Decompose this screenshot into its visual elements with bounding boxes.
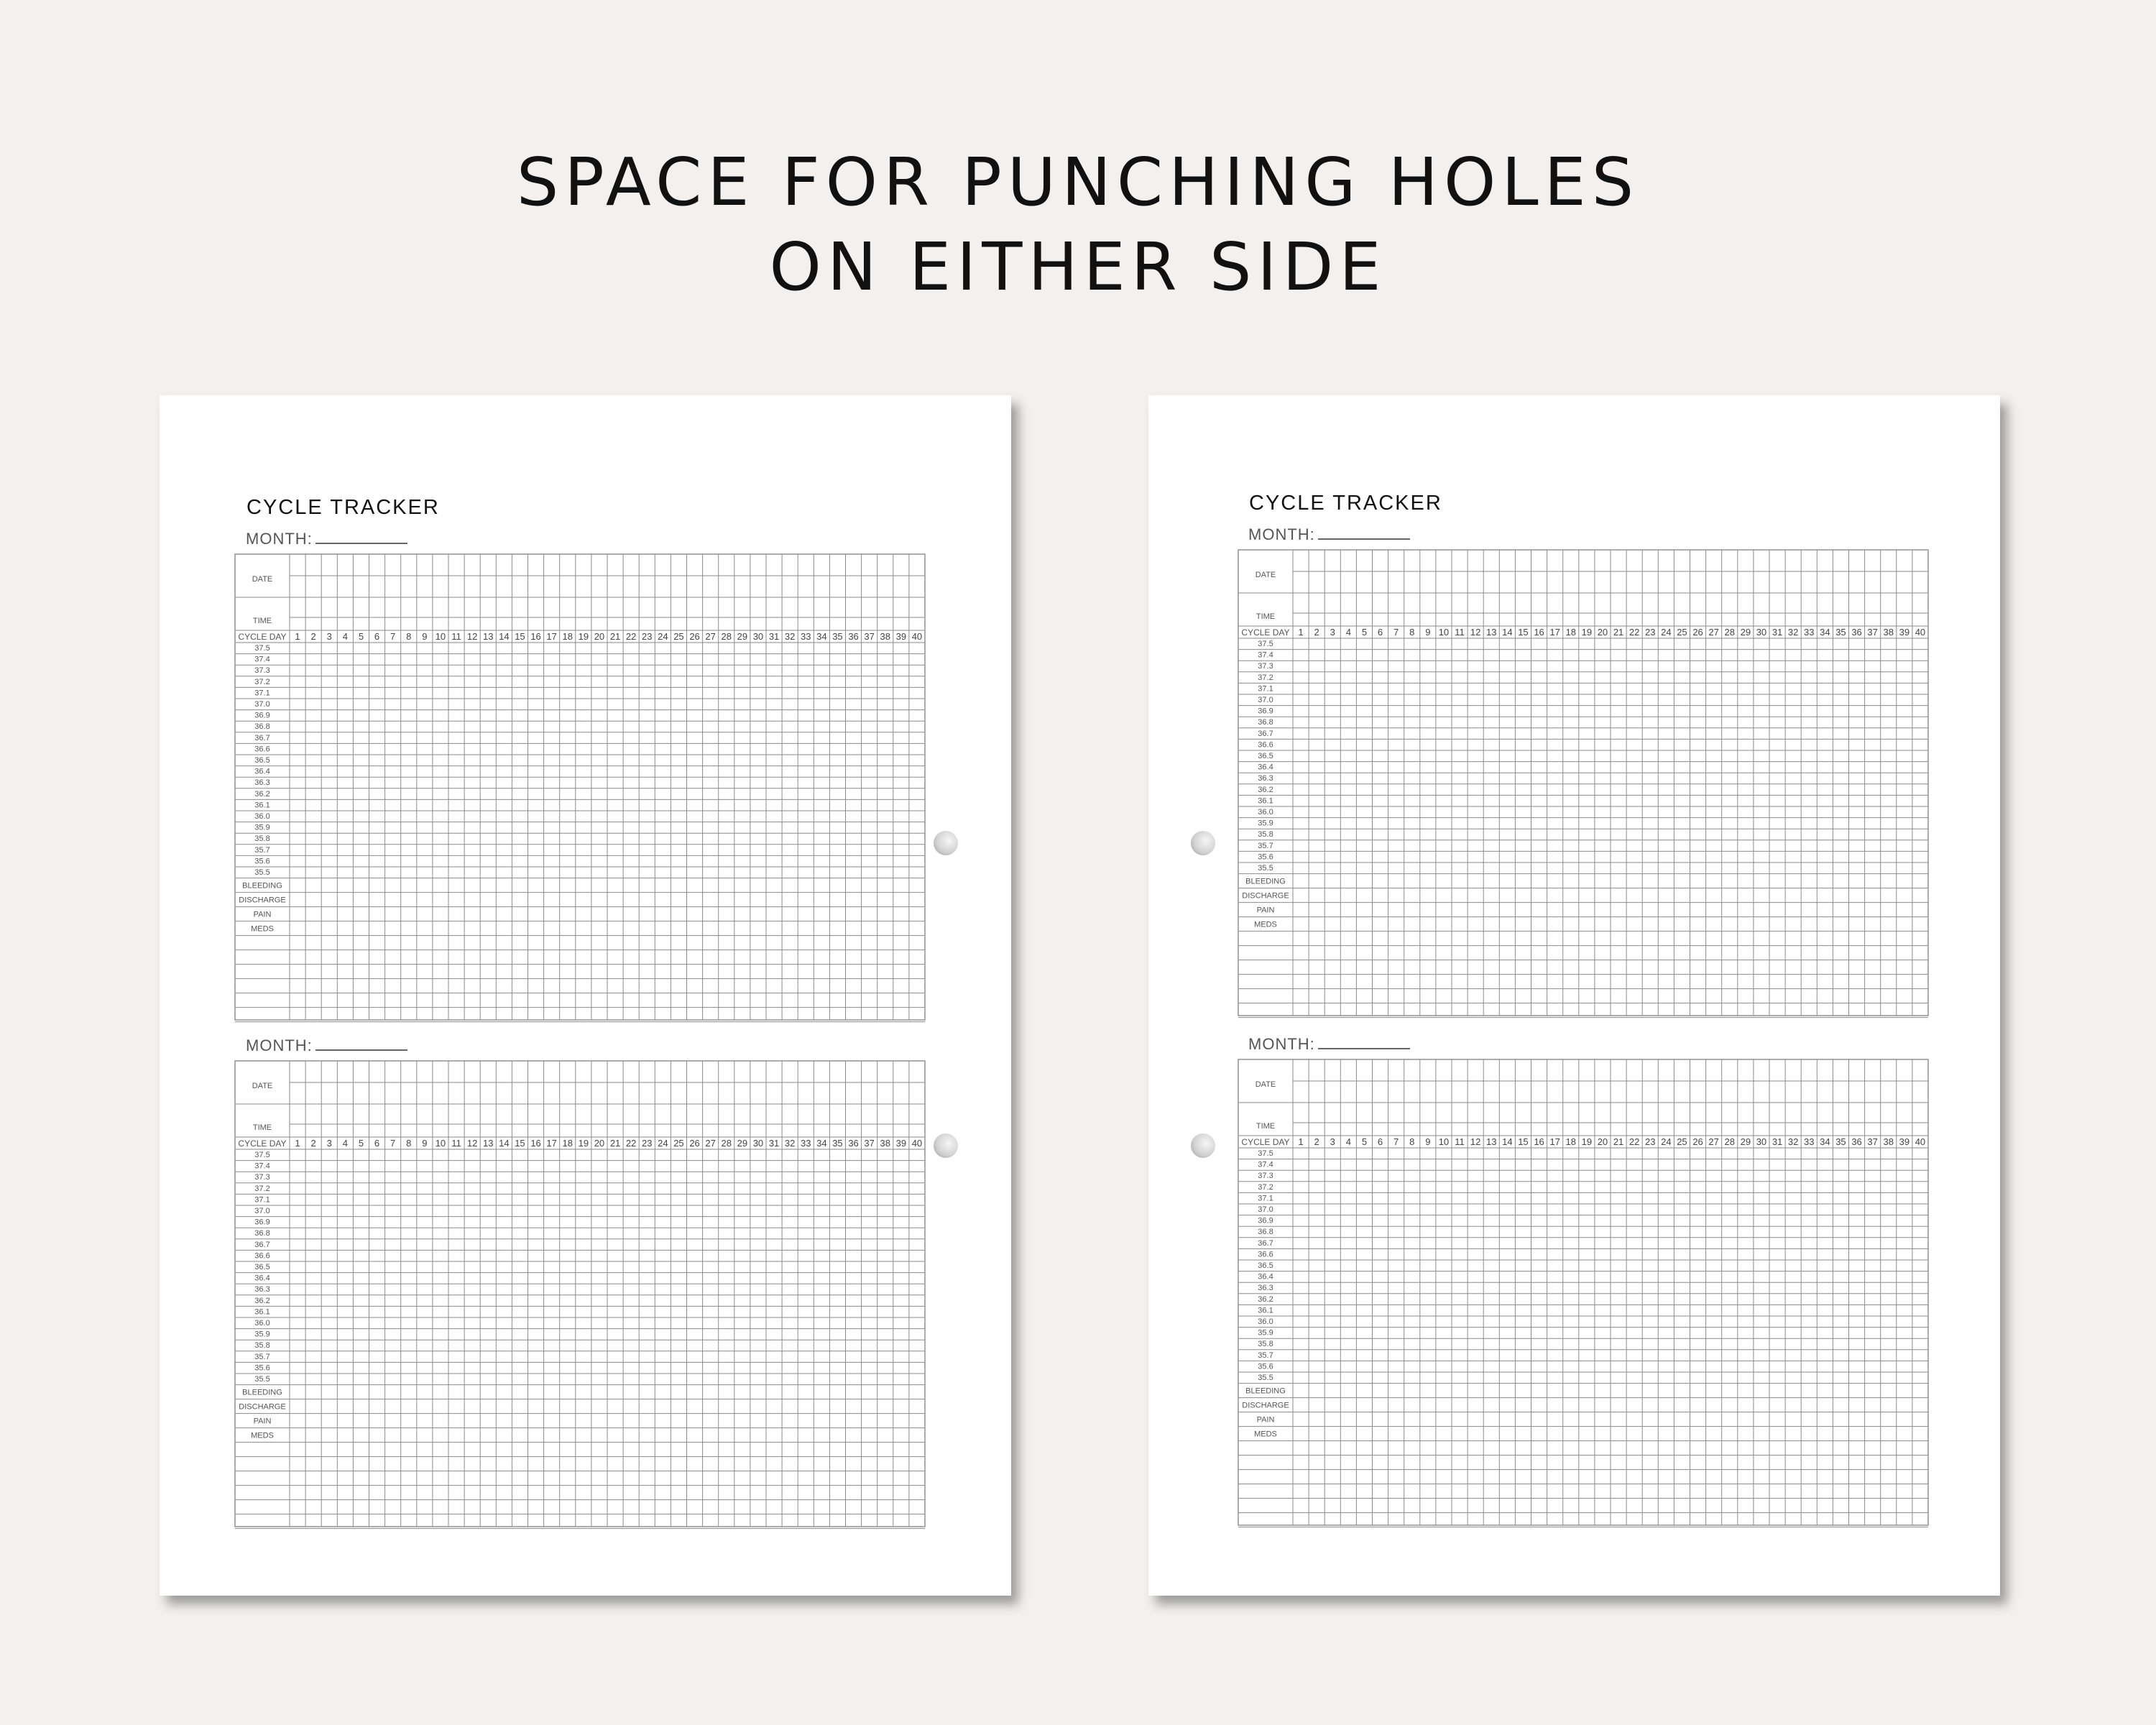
cycle-day-number: 11 [1455, 1136, 1465, 1147]
cycle-day-number: 21 [1613, 627, 1624, 638]
temperature-label: 35.9 [1258, 1328, 1273, 1338]
cycle-day-number: 37 [864, 631, 875, 642]
temperature-label: 37.5 [1258, 1149, 1273, 1158]
temperature-label: 36.2 [1258, 1294, 1273, 1304]
cycle-day-number: 38 [880, 1138, 890, 1149]
cycle-day-number: 26 [689, 631, 700, 642]
temperature-label: 35.5 [1258, 1374, 1273, 1382]
cycle-day-number: 37 [1867, 627, 1878, 638]
temperature-label: 37.4 [254, 1162, 270, 1171]
temperature-label: 35.9 [254, 823, 270, 832]
punch-hole-bottom [934, 1133, 958, 1158]
temperature-label: 36.2 [254, 1296, 270, 1305]
month-label: MONTH: [246, 1036, 313, 1054]
temperature-label: 37.3 [254, 666, 270, 676]
cycle-day-number: 5 [1361, 1136, 1368, 1147]
cycle-day-number: 23 [642, 1138, 653, 1149]
temperature-label: 37.3 [1258, 1172, 1273, 1181]
cycle-day-number: 5 [1361, 627, 1368, 638]
temperature-label: 35.5 [254, 868, 270, 877]
cycle-day-number: 2 [310, 631, 316, 642]
temperature-label: 36.7 [254, 733, 270, 742]
cycle-day-number: 27 [1708, 1136, 1719, 1147]
cycle-day-number: 23 [642, 631, 653, 642]
symptom-label: DISCHARGE [1242, 891, 1289, 901]
temperature-label: 36.5 [1258, 752, 1273, 760]
temperature-label: 35.9 [1258, 819, 1273, 828]
symptom-label: DISCHARGE [239, 896, 286, 905]
cycle-day-number: 30 [1756, 1136, 1767, 1147]
temperature-label: 36.3 [254, 1285, 270, 1294]
temperature-label: 36.1 [254, 1307, 270, 1317]
cycle-day-number: 26 [689, 1138, 700, 1149]
cycle-day-label: CYCLE DAY [238, 1138, 287, 1149]
date-label: DATE [252, 575, 273, 584]
cycle-day-number: 24 [1661, 627, 1672, 638]
punch-hole-bottom [1191, 1133, 1215, 1158]
headline-line-2: ON EITHER SIDE [769, 229, 1387, 305]
cycle-day-number: 39 [895, 1138, 907, 1149]
cycle-day-number: 18 [562, 631, 573, 642]
cycle-day-number: 29 [1740, 1136, 1751, 1147]
temperature-label: 36.7 [254, 1240, 270, 1249]
cycle-day-number: 23 [1645, 627, 1656, 638]
cycle-day-number: 28 [721, 631, 732, 642]
temperature-label: 36.8 [1258, 718, 1273, 727]
tracker-grid [1238, 1059, 1929, 1530]
cycle-day-number: 1 [1298, 1136, 1304, 1147]
temperature-label: 37.0 [254, 700, 270, 709]
cycle-day-number: 5 [358, 1138, 364, 1149]
cycle-day-number: 22 [625, 1138, 637, 1149]
cycle-day-number: 12 [1470, 627, 1481, 638]
cycle-day-number: 9 [422, 631, 428, 642]
cycle-day-number: 24 [1661, 1136, 1672, 1147]
cycle-day-number: 25 [673, 1138, 684, 1149]
cycle-day-number: 20 [594, 631, 605, 642]
cycle-day-number: 12 [466, 631, 478, 642]
cycle-day-number: 27 [1708, 627, 1719, 638]
cycle-day-number: 7 [390, 631, 396, 642]
cycle-day-number: 10 [435, 1138, 446, 1149]
cycle-day-number: 9 [422, 1138, 428, 1149]
cycle-day-number: 14 [499, 631, 510, 642]
temperature-label: 36.8 [254, 722, 270, 732]
cycle-day-number: 3 [326, 1138, 332, 1149]
cycle-day-number: 11 [451, 631, 461, 642]
cycle-day-number: 20 [1597, 1136, 1608, 1147]
cycle-day-number: 32 [1787, 627, 1799, 638]
temperature-label: 36.3 [254, 778, 270, 788]
cycle-day-number: 18 [562, 1138, 573, 1149]
cycle-day-number: 5 [358, 631, 364, 642]
cycle-day-number: 31 [768, 631, 780, 642]
cycle-day-number: 34 [816, 631, 827, 642]
cycle-day-number: 27 [705, 631, 716, 642]
cycle-day-label: CYCLE DAY [1241, 627, 1290, 638]
temperature-label: 37.1 [254, 1195, 270, 1205]
cycle-day-number: 1 [1298, 627, 1304, 638]
cycle-day-number: 2 [310, 1138, 316, 1149]
temperature-label: 35.5 [254, 1375, 270, 1384]
cycle-day-number: 13 [483, 631, 494, 642]
temperature-label: 37.2 [1258, 1182, 1273, 1192]
cycle-day-number: 22 [625, 631, 637, 642]
temperature-label: 36.9 [1258, 1216, 1273, 1225]
time-label: TIME [1256, 1122, 1276, 1131]
symptom-label: MEDS [251, 924, 274, 934]
cycle-day-number: 39 [1899, 1136, 1910, 1147]
cycle-day-number: 24 [658, 1138, 668, 1149]
temperature-label: 36.7 [1258, 1238, 1273, 1248]
temperature-label: 36.8 [254, 1229, 270, 1238]
planner-page-right [1148, 395, 2000, 1596]
temperature-label: 36.2 [1258, 785, 1273, 794]
cycle-day-number: 29 [737, 1138, 748, 1149]
cycle-day-number: 8 [1409, 627, 1415, 638]
cycle-day-number: 12 [466, 1138, 478, 1149]
tracker-title: CYCLE TRACKER [1249, 492, 1442, 515]
cycle-day-number: 11 [1455, 627, 1465, 638]
cycle-day-number: 4 [342, 1138, 348, 1149]
tracker-grid [234, 1060, 926, 1531]
temperature-label: 37.4 [254, 655, 270, 664]
cycle-day-number: 18 [1565, 627, 1576, 638]
month-label: MONTH: [1248, 1035, 1315, 1053]
month-field [246, 1036, 407, 1055]
cycle-day-number: 30 [1756, 627, 1767, 638]
cycle-day-number: 16 [1534, 627, 1544, 638]
cycle-day-number: 21 [1613, 1136, 1624, 1147]
cycle-day-number: 9 [1425, 627, 1431, 638]
punch-hole-top [934, 831, 958, 855]
temperature-label: 37.1 [254, 689, 270, 698]
cycle-day-number: 34 [816, 1138, 827, 1149]
cycle-day-number: 40 [1915, 1136, 1926, 1147]
tracker-title: CYCLE TRACKER [247, 496, 440, 519]
month-label: MONTH: [246, 530, 313, 548]
temperature-label: 36.6 [254, 1251, 270, 1261]
cycle-day-number: 37 [864, 1138, 875, 1149]
temperature-label: 36.6 [1258, 1250, 1273, 1259]
cycle-day-number: 12 [1470, 1136, 1481, 1147]
temperature-label: 36.1 [254, 801, 270, 810]
month-field [246, 530, 407, 548]
time-label: TIME [1256, 612, 1276, 621]
cycle-day-number: 8 [406, 631, 412, 642]
cycle-day-label: CYCLE DAY [238, 632, 287, 642]
cycle-day-number: 6 [374, 631, 380, 642]
cycle-day-number: 15 [1518, 1136, 1529, 1147]
cycle-day-number: 32 [784, 1138, 796, 1149]
cycle-day-number: 32 [784, 631, 796, 642]
temperature-label: 36.5 [254, 756, 270, 765]
symptom-label: MEDS [251, 1431, 274, 1440]
cycle-day-number: 35 [1835, 1136, 1846, 1147]
cycle-day-number: 33 [1804, 627, 1815, 638]
temperature-label: 35.5 [1258, 864, 1273, 873]
cycle-day-number: 11 [451, 1138, 461, 1149]
cycle-day-number: 10 [435, 631, 446, 642]
cycle-day-number: 20 [594, 1138, 605, 1149]
cycle-day-number: 37 [1867, 1136, 1878, 1147]
symptom-label: BLEEDING [242, 1388, 282, 1397]
tracker-grid [1238, 549, 1929, 1020]
temperature-label: 37.0 [1258, 1205, 1273, 1214]
date-label: DATE [1255, 1080, 1276, 1089]
symptom-label: PAIN [1256, 906, 1275, 915]
time-label: TIME [252, 617, 272, 625]
cycle-day-number: 34 [1820, 627, 1830, 638]
temperature-label: 37.2 [1258, 673, 1273, 682]
temperature-label: 37.2 [254, 677, 270, 686]
temperature-label: 36.1 [1258, 796, 1273, 806]
cycle-day-number: 14 [1502, 627, 1513, 638]
temperature-label: 36.5 [254, 1263, 270, 1271]
cycle-day-number: 20 [1597, 627, 1608, 638]
cycle-day-number: 35 [832, 631, 843, 642]
cycle-day-number: 38 [880, 631, 890, 642]
cycle-day-number: 18 [1565, 1136, 1576, 1147]
cycle-day-number: 6 [1377, 1136, 1383, 1147]
symptom-label: DISCHARGE [1242, 1401, 1289, 1410]
symptom-label: PAIN [253, 910, 272, 919]
cycle-day-number: 1 [295, 631, 300, 642]
temperature-label: 37.1 [1258, 684, 1273, 694]
cycle-day-number: 2 [1314, 1136, 1319, 1147]
cycle-day-number: 28 [1724, 1136, 1735, 1147]
cycle-day-number: 4 [1345, 627, 1351, 638]
temperature-label: 37.4 [1258, 650, 1273, 660]
temperature-label: 36.0 [1258, 808, 1273, 816]
cycle-day-number: 17 [1549, 627, 1560, 638]
cycle-day-number: 31 [1772, 627, 1783, 638]
cycle-day-number: 19 [578, 631, 589, 642]
cycle-day-number: 7 [390, 1138, 396, 1149]
planner-page-left [160, 395, 1011, 1596]
cycle-day-number: 25 [1677, 1136, 1687, 1147]
tracker-grid [234, 553, 926, 1024]
temperature-label: 37.5 [254, 1151, 270, 1159]
cycle-day-number: 17 [546, 631, 557, 642]
temperature-label: 36.3 [1258, 774, 1273, 783]
cycle-day-number: 9 [1425, 1136, 1431, 1147]
symptom-label: MEDS [1254, 1430, 1277, 1439]
temperature-label: 35.7 [1258, 841, 1273, 850]
cycle-day-number: 15 [515, 1138, 525, 1149]
cycle-day-number: 23 [1645, 1136, 1656, 1147]
symptom-label: PAIN [253, 1417, 272, 1426]
temperature-label: 37.1 [1258, 1194, 1273, 1203]
cycle-day-number: 26 [1692, 627, 1703, 638]
date-label: DATE [252, 1082, 273, 1090]
cycle-day-number: 39 [895, 631, 907, 642]
cycle-day-number: 36 [1851, 1136, 1862, 1147]
cycle-day-number: 28 [721, 1138, 732, 1149]
month-blank-line [1318, 527, 1410, 540]
temperature-label: 36.4 [1258, 763, 1273, 772]
temperature-label: 36.2 [254, 789, 270, 799]
temperature-label: 35.8 [1258, 1340, 1273, 1349]
temperature-label: 36.4 [254, 767, 270, 776]
cycle-day-number: 13 [1486, 627, 1497, 638]
cycle-day-number: 21 [609, 1138, 621, 1149]
temperature-label: 35.6 [254, 1363, 270, 1373]
month-blank-line [315, 1038, 407, 1051]
temperature-label: 35.6 [254, 857, 270, 866]
cycle-day-number: 36 [848, 631, 859, 642]
temperature-label: 35.9 [254, 1330, 270, 1339]
cycle-day-number: 22 [1628, 1136, 1640, 1147]
temperature-label: 35.8 [254, 1341, 270, 1351]
cycle-day-number: 13 [1486, 1136, 1497, 1147]
cycle-day-label: CYCLE DAY [1241, 1137, 1290, 1147]
month-field [1248, 525, 1410, 544]
temperature-label: 36.5 [1258, 1261, 1273, 1270]
cycle-day-number: 31 [768, 1138, 780, 1149]
cycle-day-number: 3 [326, 631, 332, 642]
cycle-day-number: 4 [1345, 1136, 1351, 1147]
symptom-label: MEDS [1254, 920, 1277, 929]
temperature-label: 35.6 [1258, 1362, 1273, 1371]
cycle-day-number: 19 [578, 1138, 589, 1149]
cycle-day-number: 30 [752, 631, 764, 642]
cycle-day-number: 35 [1835, 627, 1846, 638]
cycle-day-number: 40 [1915, 627, 1926, 638]
temperature-label: 36.8 [1258, 1228, 1273, 1237]
temperature-label: 35.6 [1258, 852, 1273, 862]
cycle-day-number: 10 [1438, 1136, 1450, 1147]
month-blank-line [1318, 1036, 1410, 1049]
date-label: DATE [1255, 571, 1276, 579]
cycle-day-number: 28 [1724, 627, 1735, 638]
cycle-day-number: 27 [705, 1138, 716, 1149]
temperature-label: 36.1 [1258, 1306, 1273, 1315]
symptom-label: PAIN [1256, 1415, 1275, 1425]
temperature-label: 36.9 [254, 711, 270, 720]
temperature-label: 35.8 [254, 834, 270, 844]
temperature-label: 36.4 [254, 1274, 270, 1283]
temperature-label: 36.4 [1258, 1272, 1273, 1282]
cycle-day-number: 29 [1740, 627, 1751, 638]
temperature-label: 36.9 [1258, 707, 1273, 716]
cycle-day-number: 3 [1330, 627, 1335, 638]
temperature-label: 37.3 [254, 1173, 270, 1182]
cycle-day-number: 2 [1314, 627, 1319, 638]
temperature-label: 37.4 [1258, 1160, 1273, 1169]
cycle-day-number: 32 [1787, 1136, 1799, 1147]
temperature-label: 35.7 [254, 1352, 270, 1361]
cycle-day-number: 36 [1851, 627, 1862, 638]
cycle-day-number: 39 [1899, 627, 1910, 638]
cycle-day-number: 19 [1581, 1136, 1593, 1147]
symptom-label: BLEEDING [242, 881, 282, 891]
cycle-day-number: 33 [801, 1138, 811, 1149]
cycle-day-number: 1 [295, 1138, 300, 1149]
temperature-label: 37.3 [1258, 662, 1273, 671]
temperature-label: 36.9 [254, 1218, 270, 1227]
time-label: TIME [252, 1123, 272, 1132]
cycle-day-number: 7 [1393, 627, 1399, 638]
symptom-label: DISCHARGE [239, 1402, 286, 1412]
temperature-label: 37.0 [1258, 696, 1273, 704]
temperature-label: 37.2 [254, 1184, 270, 1193]
temperature-label: 36.6 [254, 745, 270, 754]
cycle-day-number: 35 [832, 1138, 843, 1149]
cycle-day-number: 31 [1772, 1136, 1783, 1147]
temperature-label: 37.5 [1258, 640, 1273, 648]
cycle-day-number: 13 [483, 1138, 494, 1149]
cycle-day-number: 30 [752, 1138, 764, 1149]
cycle-day-number: 16 [530, 1138, 541, 1149]
cycle-day-number: 6 [1377, 627, 1383, 638]
cycle-day-number: 16 [530, 631, 541, 642]
temperature-label: 36.0 [254, 812, 270, 821]
cycle-day-number: 8 [1409, 1136, 1415, 1147]
temperature-label: 36.0 [1258, 1317, 1273, 1326]
cycle-day-number: 3 [1330, 1136, 1335, 1147]
cycle-day-number: 36 [848, 1138, 859, 1149]
cycle-day-number: 17 [546, 1138, 557, 1149]
cycle-day-number: 34 [1820, 1136, 1830, 1147]
headline-line-1: SPACE FOR PUNCHING HOLES [516, 144, 1640, 221]
cycle-day-number: 25 [1677, 627, 1687, 638]
cycle-day-number: 14 [1502, 1136, 1513, 1147]
temperature-label: 36.3 [1258, 1284, 1273, 1293]
cycle-day-number: 21 [609, 631, 621, 642]
symptom-label: BLEEDING [1245, 1386, 1286, 1396]
cycle-day-number: 29 [737, 631, 748, 642]
cycle-day-number: 14 [499, 1138, 510, 1149]
temperature-label: 35.7 [1258, 1351, 1273, 1360]
month-label: MONTH: [1248, 525, 1315, 543]
temperature-label: 35.7 [254, 845, 270, 855]
cycle-day-number: 6 [374, 1138, 380, 1149]
cycle-day-number: 38 [1883, 1136, 1894, 1147]
cycle-day-number: 40 [911, 631, 923, 642]
cycle-day-number: 15 [515, 631, 525, 642]
cycle-day-number: 4 [342, 631, 348, 642]
cycle-day-number: 15 [1518, 627, 1529, 638]
cycle-day-number: 17 [1549, 1136, 1560, 1147]
cycle-day-number: 24 [658, 631, 668, 642]
cycle-day-number: 26 [1692, 1136, 1703, 1147]
cycle-day-number: 16 [1534, 1136, 1544, 1147]
cycle-day-number: 25 [673, 631, 684, 642]
cycle-day-number: 33 [801, 631, 811, 642]
temperature-label: 37.0 [254, 1207, 270, 1215]
temperature-label: 37.5 [254, 644, 270, 653]
month-field [1248, 1035, 1410, 1054]
cycle-day-number: 22 [1628, 627, 1640, 638]
punch-hole-top [1191, 831, 1215, 855]
month-blank-line [315, 531, 407, 544]
temperature-label: 36.6 [1258, 740, 1273, 750]
cycle-day-number: 40 [911, 1138, 923, 1149]
symptom-label: BLEEDING [1245, 877, 1286, 886]
temperature-label: 36.7 [1258, 729, 1273, 738]
cycle-day-number: 38 [1883, 627, 1894, 638]
cycle-day-number: 33 [1804, 1136, 1815, 1147]
temperature-label: 36.0 [254, 1319, 270, 1328]
cycle-day-number: 8 [406, 1138, 412, 1149]
temperature-label: 35.8 [1258, 830, 1273, 840]
cycle-day-number: 10 [1438, 627, 1450, 638]
cycle-day-number: 7 [1393, 1136, 1399, 1147]
cycle-day-number: 19 [1581, 627, 1593, 638]
